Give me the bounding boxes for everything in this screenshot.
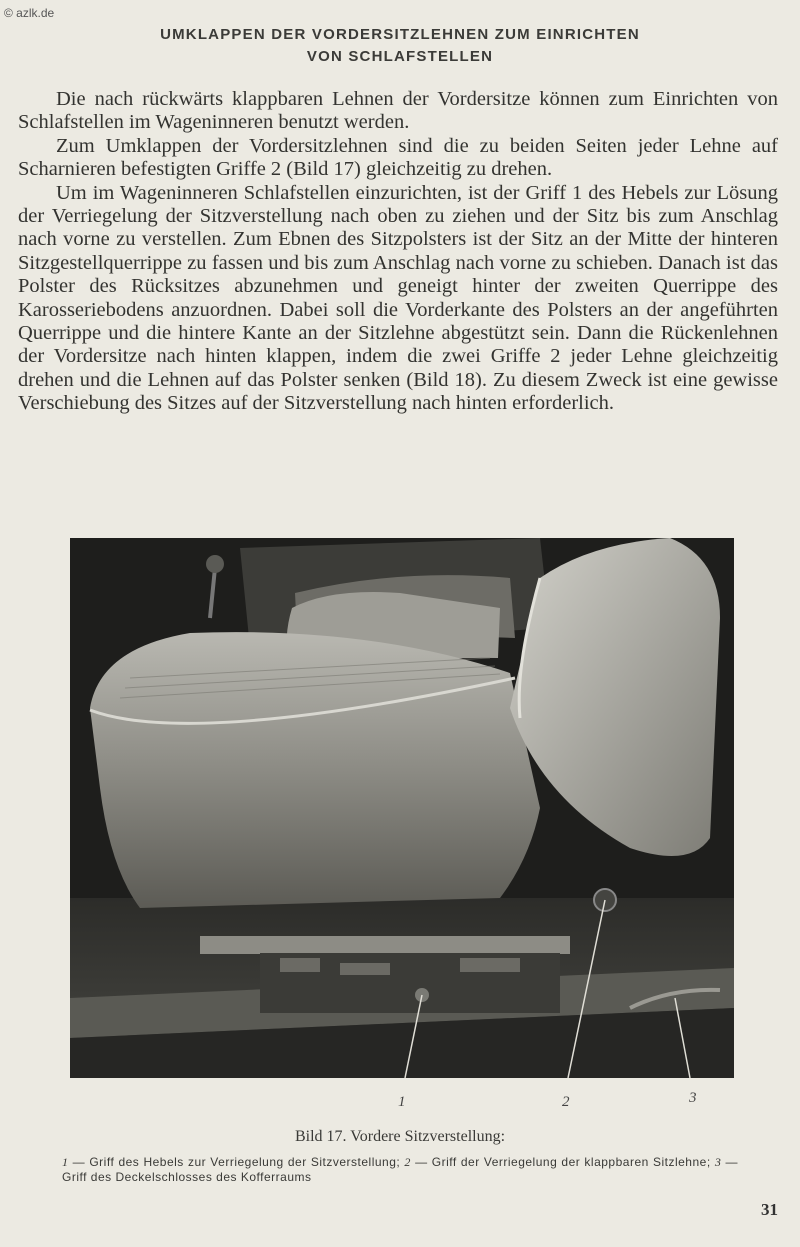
legend-text-3: — Griff des Deckelschlosses des Kofferraums [62,1155,738,1184]
legend-text-1: — Griff des Hebels zur Verriegelung der Sitzverstellung; [68,1155,405,1169]
legend-num-1: 1 [62,1155,69,1169]
figure-legend [62,1155,738,1185]
callout-3: 3 [689,1090,697,1106]
legend-text-2: — Griff der Verriegelung der klappbaren Sitzlehne; [410,1155,715,1169]
page-number: 31 [761,1200,778,1219]
callout-2: 2 [562,1094,570,1110]
body-text [18,88,778,416]
paragraph-1: Die nach rückwärts klappbaren Lehnen der Vordersitze können zum Einrichten von Schlafstellen im Wageninneren benutzt werden. [18,88,778,134]
heading-line-1: UMKLAPPEN DER VORDERSITZLEHNEN ZUM EINRICHTEN [160,26,640,43]
legend-num-3: 3 [714,1155,722,1169]
section-heading [0,24,800,68]
heading-line-2: VON SCHLAFSTELLEN [306,48,494,65]
seat-photo [70,538,734,1090]
callout-1: 1 [398,1094,406,1110]
figure-caption-title: Bild 17. Vordere Sitzverstellung: [294,1128,506,1145]
watermark: © azlk.de [4,6,55,20]
paragraph-3: Um im Wageninneren Schlafstellen einzurichten, ist der Griff 1 des Hebels zur Lösung der Verriegelung der Sitzverstellung nach oben zu ziehen und der Sitz bis zum Anschlag nach vorne zu verstellen. Zum Ebnen des Sitzpolsters ist der Sitz an der Mitte der hinteren Sitzgestellquerrippe zu fassen und bis zum Anschlag nach vorne zu schieben. Danach ist das Polster des Rücksitzes abzunehmen und geneigt hinter der zweiten Querrippe des Karosseriebodens anzuordnen. Dabei soll die Vorderkante des Polsters an der angeführten Querrippe und die hintere Kante an der Sitzlehne abgestützt sein. Dann die Rückenlehnen der Vordersitze nach hinten klappen, indem die zwei Griffe 2 jeder Lehne gleichzeitig drehen und die Lehnen auf das Polster senken (Bild 18). Zu diesem Zweck ist eine gewisse Verschiebung des Sitzes auf der Sitzverstellung nach hinten erforderlich. [18,181,778,415]
seat-photo-illustration [70,538,734,1090]
legend-num-2: 2 [404,1155,411,1169]
paragraph-2: Zum Umklappen der Vordersitzlehnen sind die zu beiden Seiten jeder Lehne auf Scharnieren befestigten Griffe 2 (Bild 17) gleichzeitig zu drehen. [18,134,778,181]
